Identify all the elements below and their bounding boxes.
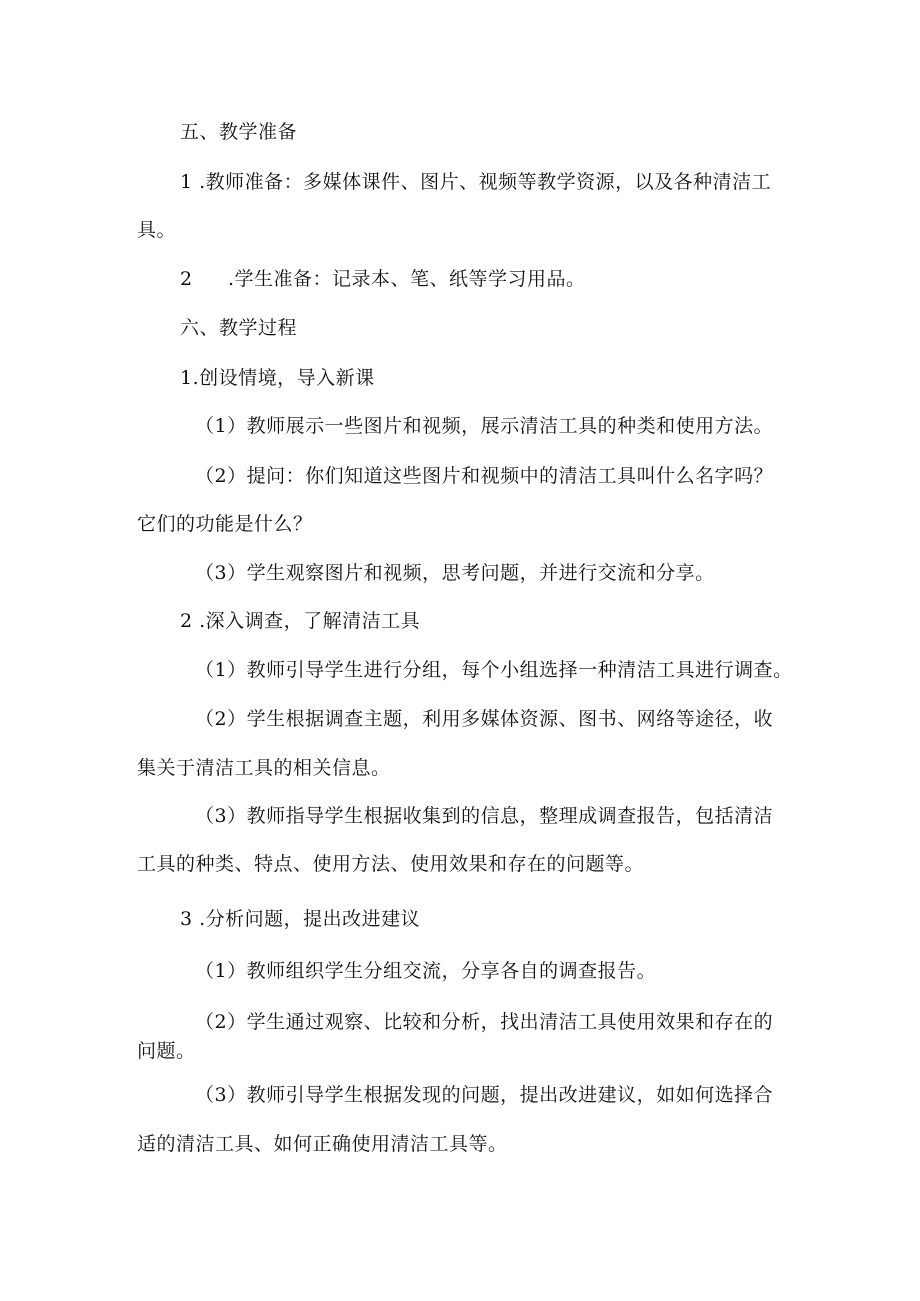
- section-heading-preparation: 五、教学准备: [180, 121, 298, 143]
- paragraph-line: .学生准备：记录本、笔、纸等学习用品。: [228, 268, 586, 290]
- paragraph-line: 具。: [137, 219, 177, 241]
- paragraph-line: （2）学生根据调查主题，利用多媒体资源、图书、网络等途径，收: [195, 708, 774, 730]
- paragraph-line: 适的清洁工具、如何正确使用清洁工具等。: [137, 1133, 508, 1155]
- paragraph-line: （1）教师引导学生进行分组，每个小组选择一种清洁工具进行调查。: [195, 659, 793, 681]
- paragraph-line: （2）学生通过观察、比较和分析，找出清洁工具使用效果和存在的: [195, 1011, 774, 1033]
- paragraph-line: （1）教师展示一些图片和视频，展示清洁工具的种类和使用方法。: [195, 415, 774, 437]
- paragraph-line: 问题。: [137, 1040, 196, 1062]
- paragraph-line: 1 .教师准备：多媒体课件、图片、视频等教学资源，以及各种清洁工: [180, 171, 772, 193]
- subheading: 3 .分析问题，提出改进建议: [180, 908, 421, 930]
- subheading: 2 .深入调查，了解清洁工具: [180, 610, 421, 632]
- paragraph-line: （3）学生观察图片和视频，思考问题，并进行交流和分享。: [195, 562, 715, 584]
- paragraph-line: （1）教师组织学生分组交流，分享各自的调查报告。: [195, 960, 657, 982]
- paragraph-line: 它们的功能是什么？: [137, 513, 313, 535]
- paragraph-line: 集关于清洁工具的相关信息。: [137, 757, 391, 779]
- list-number: 2: [180, 268, 193, 290]
- section-heading-process: 六、教学过程: [180, 317, 298, 339]
- paragraph-line: （2）提问：你们知道这些图片和视频中的清洁工具叫什么名字吗？: [195, 465, 774, 487]
- subheading: 1.创设情境，导入新课: [180, 367, 375, 389]
- paragraph-line: 工具的种类、特点、使用方法、使用效果和存在的问题等。: [137, 853, 645, 875]
- paragraph-line: （3）教师指导学生根据收集到的信息，整理成调查报告，包括清洁: [195, 805, 774, 827]
- paragraph-line: （3）教师引导学生根据发现的问题，提出改进建议，如如何选择合: [195, 1084, 774, 1106]
